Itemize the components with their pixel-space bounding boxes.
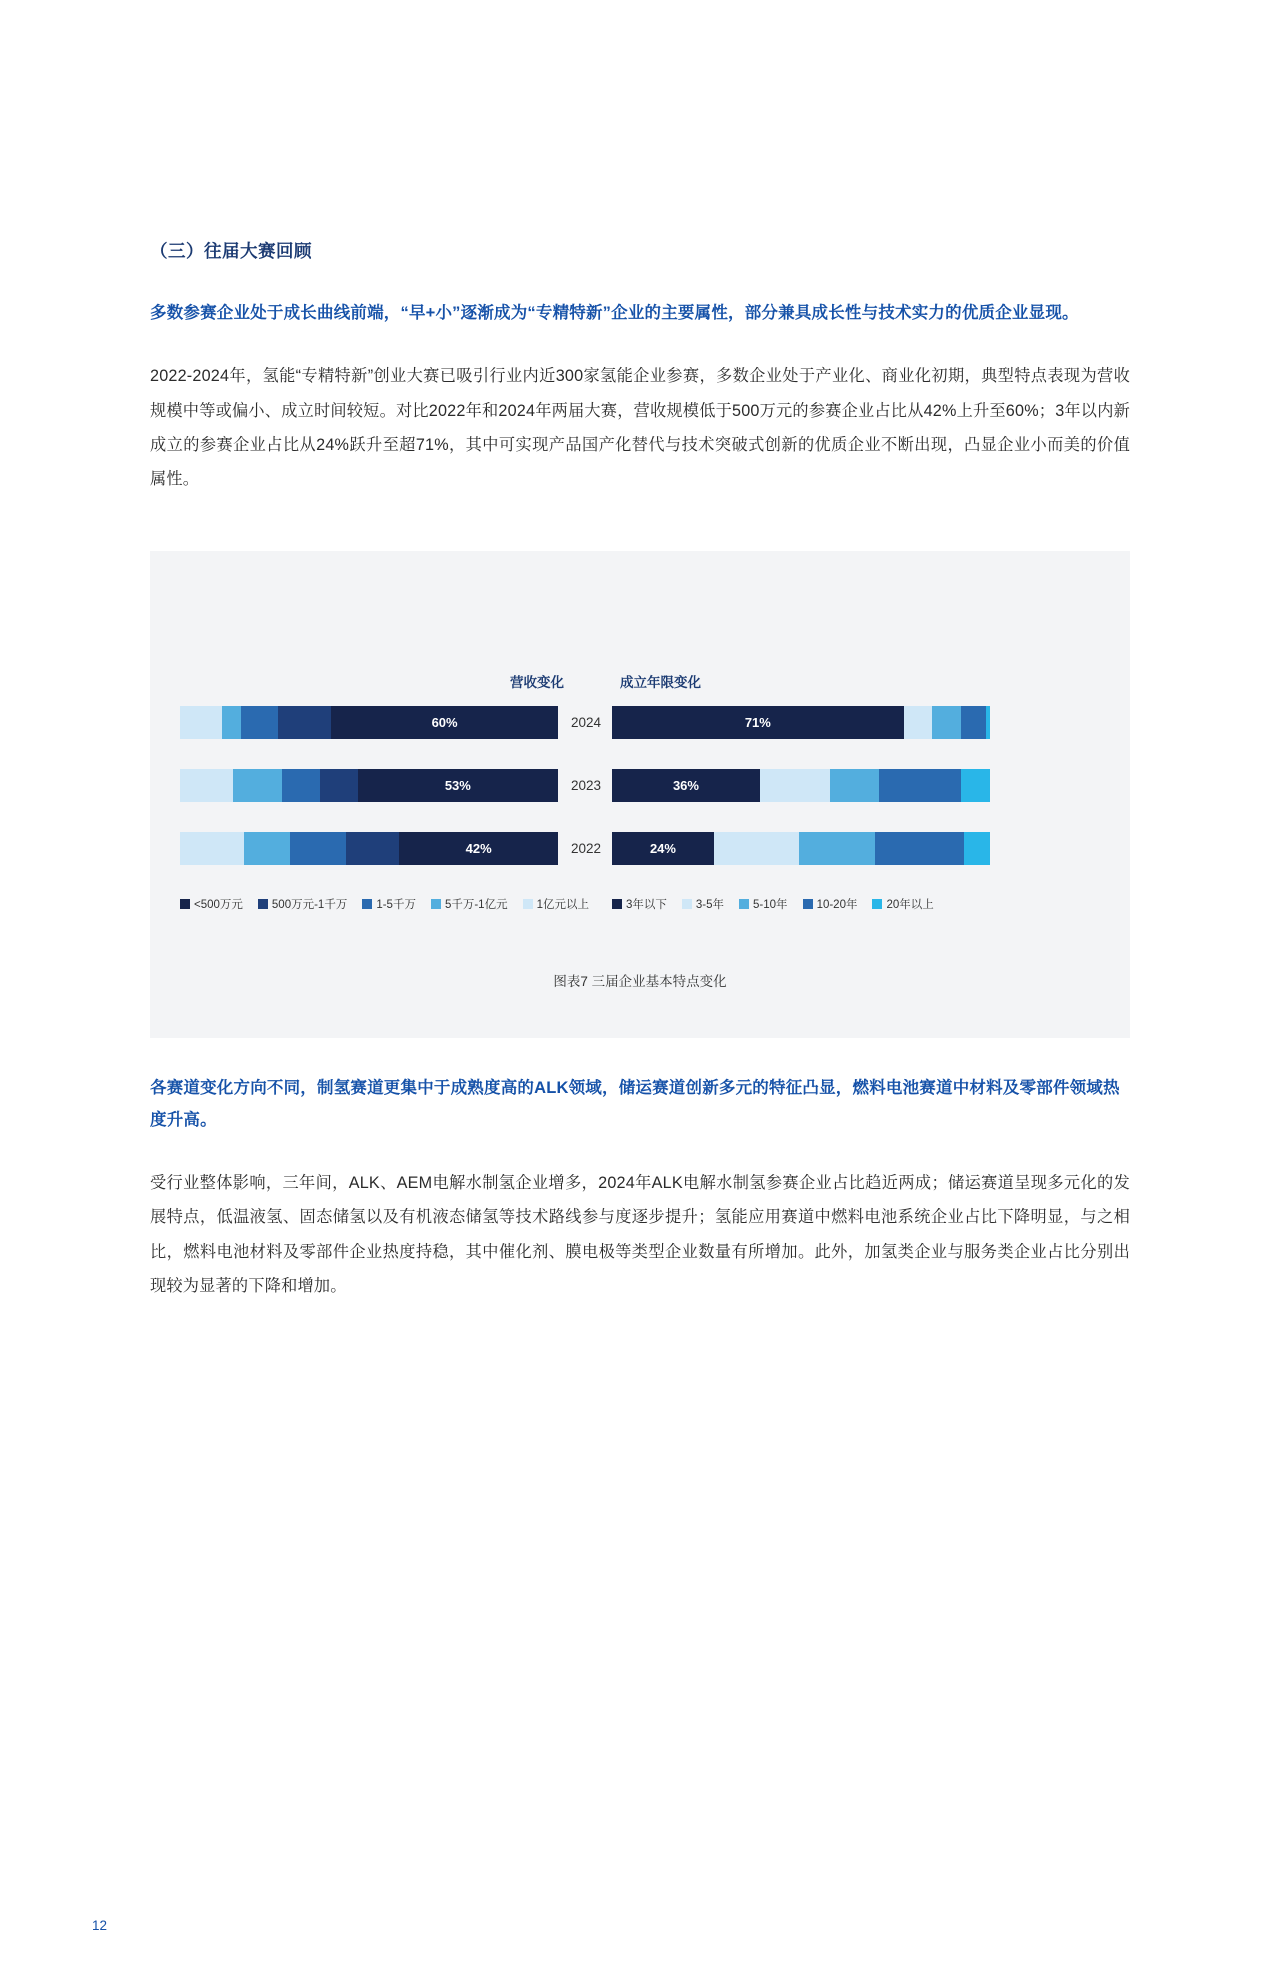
chart-row — [150, 706, 1130, 739]
bar-segment — [180, 706, 222, 739]
bar-segment — [244, 832, 289, 865]
legend-label: 10-20年 — [816, 898, 858, 911]
legend-group-right — [612, 896, 934, 912]
bar-segment — [233, 769, 282, 802]
legend-item — [362, 896, 416, 912]
legend-label: 3年以下 — [626, 898, 667, 911]
bar-segment — [180, 832, 244, 865]
legend-item — [872, 896, 933, 912]
year-label: 2023 — [570, 777, 602, 793]
bar-segment: 60% — [331, 706, 558, 739]
bar-segment: 36% — [612, 769, 760, 802]
bar-segment — [875, 832, 964, 865]
body-paragraph-1: 2022-2024年，氢能“专精特新”创业大赛已吸引行业内近300家氢能企业参赛，多数企业处于产业化、商业化初期，典型特点表现为营收规模中等或偏小、成立时间较短。对比2022年和2024年两届大赛，营收规模低于500万元的参赛企业占比从42%上升至60%；3年以内新成立的参赛企业占比从24%跃升至超71%，其中可实现产品国产化替代与技术突破式创新的优质企业不断出现，凸显企业小而美的价值属性。 — [150, 367, 1130, 489]
bar-left-2023 — [180, 769, 558, 802]
legend-item — [739, 896, 788, 912]
legend-swatch — [180, 899, 190, 909]
legend-label: 1-5千万 — [376, 898, 416, 911]
bar-segment — [241, 706, 279, 739]
section-heading: （三）往届大赛回顾 — [150, 241, 312, 261]
page-number: 12 — [92, 1918, 108, 1933]
figure-caption: 图表7 三届企业基本特点变化 — [553, 973, 727, 989]
legend-swatch — [682, 899, 692, 909]
bar-right-2024 — [612, 706, 990, 739]
legend-swatch — [523, 899, 533, 909]
bar-segment — [320, 769, 358, 802]
year-label: 2024 — [570, 714, 602, 730]
bar-segment — [879, 769, 961, 802]
bar-right-2022 — [612, 832, 990, 865]
legend-swatch — [258, 899, 268, 909]
bar-segment — [282, 769, 320, 802]
bar-segment — [961, 706, 986, 739]
bar-segment — [961, 769, 990, 802]
bar-segment: 71% — [612, 706, 904, 739]
bar-segment — [760, 769, 830, 802]
legend-label: 5-10年 — [753, 898, 788, 911]
legend-item — [523, 896, 589, 912]
chart-rows — [150, 706, 1130, 895]
legend-item — [180, 896, 243, 912]
lead-paragraph-2: 各赛道变化方向不同，制氢赛道更集中于成熟度高的ALK领域，储运赛道创新多元的特征凸显，燃料电池赛道中材料及零部件领域热度升高。 — [150, 1078, 1120, 1129]
lead-paragraph-1: 多数参赛企业处于成长曲线前端，“早+小”逐渐成为“专精特新”企业的主要属性，部分兼具成长性与技术实力的优质企业显现。 — [150, 304, 1079, 322]
legend-group-left — [180, 896, 589, 912]
chart-panel-titles — [150, 671, 1130, 691]
bar-segment — [986, 706, 990, 739]
bar-segment — [830, 769, 879, 802]
legend-label: 20年以上 — [886, 898, 934, 911]
bar-segment: 53% — [358, 769, 558, 802]
bar-segment — [964, 832, 989, 865]
bar-right-2023 — [612, 769, 990, 802]
bar-segment — [932, 706, 961, 739]
bar-segment — [180, 769, 233, 802]
bar-segment — [799, 832, 875, 865]
legend-swatch — [362, 899, 372, 909]
chart-row — [150, 769, 1130, 802]
legend-label: 1亿元以上 — [536, 898, 589, 911]
legend-swatch — [739, 899, 749, 909]
panel-title-left: 营收变化 — [510, 674, 564, 690]
bar-segment: 24% — [612, 832, 714, 865]
legend-item — [258, 896, 347, 912]
legend-swatch — [612, 899, 622, 909]
panel-title-right: 成立年限变化 — [620, 674, 701, 690]
bar-segment — [278, 706, 331, 739]
legend-swatch — [431, 899, 441, 909]
year-label: 2022 — [570, 840, 602, 856]
legend-label: 3-5年 — [695, 898, 725, 911]
legend-label: 5千万-1亿元 — [444, 898, 508, 911]
bar-segment — [290, 832, 347, 865]
legend-swatch — [803, 899, 813, 909]
bar-segment — [904, 706, 933, 739]
chart-area — [150, 551, 1130, 951]
bar-segment — [222, 706, 241, 739]
document-page — [0, 238, 1280, 1975]
bar-segment: 42% — [399, 832, 558, 865]
bar-segment — [346, 832, 399, 865]
body-paragraph-2: 受行业整体影响，三年间，ALK、AEM电解水制氢企业增多，2024年ALK电解水制氢参赛企业占比趋近两成；储运赛道呈现多元化的发展特点，低温液氢、固态储氢以及有机液态储氢等技术路线参与度逐步提升；氢能应用赛道中燃料电池系统企业占比下降明显，与之相比，燃料电池材料及零部件企业热度持稳，其中催化剂、膜电极等类型企业数量有所增加。此外，加氢类企业与服务类企业占比分别出现较为显著的下降和增加。 — [150, 1173, 1130, 1295]
bar-left-2024 — [180, 706, 558, 739]
legend-label: 500万元-1千万 — [271, 898, 348, 911]
bar-left-2022 — [180, 832, 558, 865]
chart-row — [150, 832, 1130, 865]
legend-item — [612, 896, 667, 912]
legend-item — [803, 896, 858, 912]
figure-chart-7 — [150, 551, 1130, 1038]
legend-item — [431, 896, 508, 912]
legend-label: <500万元 — [194, 898, 243, 911]
bar-segment — [714, 832, 799, 865]
chart-legend — [150, 896, 1130, 916]
legend-item — [682, 896, 724, 912]
legend-swatch — [872, 899, 882, 909]
